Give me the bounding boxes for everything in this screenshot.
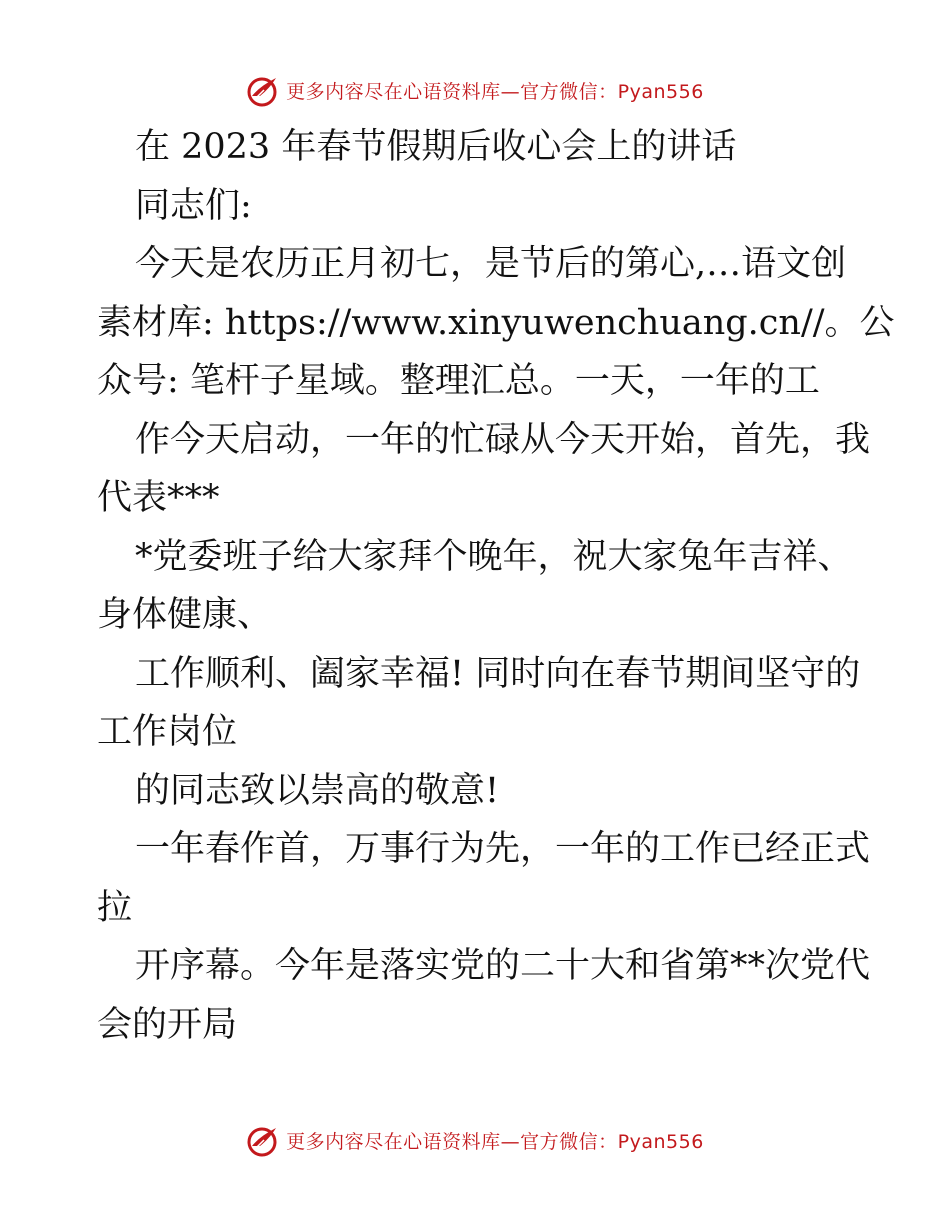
body-line: 作今天启动，一年的忙碌从今天开始，首先，我 [135, 419, 871, 460]
body-line: 工作顺利、阖家幸福! 同时向在春节期间坚守的 [135, 653, 861, 694]
body-line: 今天是农历正月初七，是节后的第心,…语文创 [135, 244, 847, 284]
speech-title: 在 2023 年春节假期后收心会上的讲话 [135, 127, 737, 167]
footer-banner [0, 1120, 950, 1160]
header-banner [0, 70, 950, 110]
quill-logo-icon [246, 1122, 282, 1158]
body-line: 会的开局 [97, 1004, 238, 1045]
quill-logo-icon [246, 72, 282, 108]
salutation: 同志们: [135, 185, 252, 226]
body-line: 身体健康、 [97, 595, 273, 635]
body-line: 素材库: https://www.xinyuwenchuang.cn//。公 [97, 302, 895, 343]
body-line: 拉 [97, 887, 133, 928]
footer-banner-text: 更多内容尽在心语资料库—官方微信：Pyan556 [286, 1130, 704, 1153]
body-line: 的同志致以崇高的敬意! [135, 770, 500, 811]
body-line: 开序幕。今年是落实党的二十大和省第**次党代 [135, 946, 871, 986]
document-body [97, 118, 895, 1054]
body-line: 工作岗位 [97, 712, 238, 752]
body-line: 众号: 笔杆子星域。整理汇总。一天，一年的工 [97, 361, 820, 401]
body-line: *党委班子给大家拜个晚年，祝大家兔年吉祥、 [135, 536, 853, 577]
body-line: 代表*** [97, 478, 220, 518]
header-banner-text: 更多内容尽在心语资料库—官方微信：Pyan556 [286, 80, 704, 103]
body-line: 一年春作首，万事行为先，一年的工作已经正式 [135, 829, 871, 869]
